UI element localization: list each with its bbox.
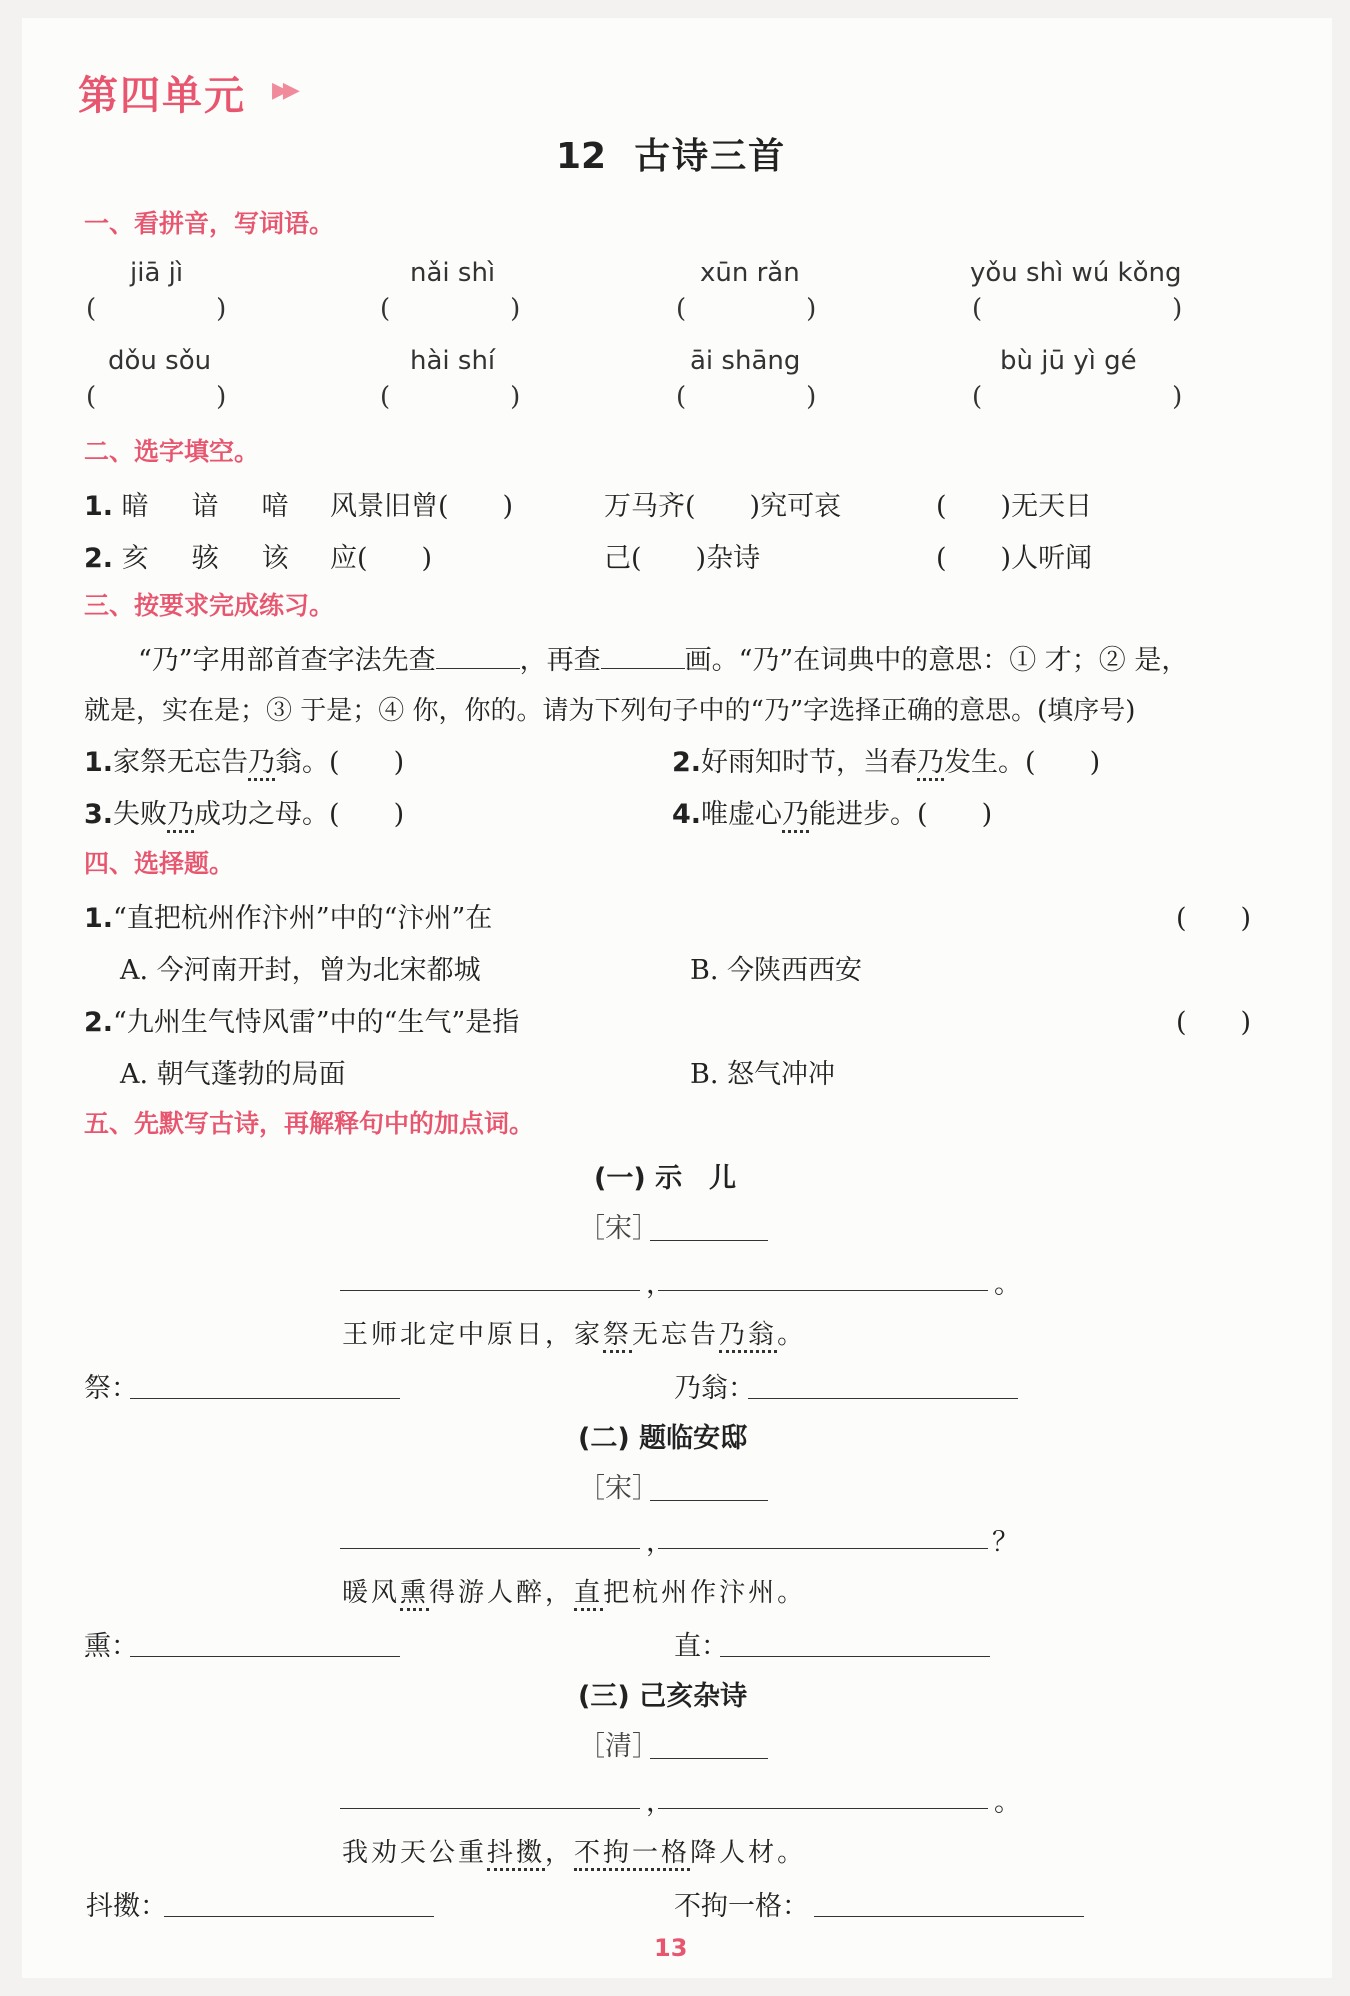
comma: ， [646,1269,673,1300]
word-label: 祭： [84,1373,138,1404]
explain-blank[interactable] [748,1398,1018,1399]
item-number: 3. [84,799,114,830]
option-b[interactable]: B. 怒气冲冲 [690,1059,836,1090]
word-label: 抖擞： [86,1891,167,1922]
item-number: 1. [84,903,114,934]
verse-text: ， [545,1838,575,1868]
pinyin-item: xūn rǎn [700,258,800,288]
verse-text: 无忘告 [632,1320,720,1350]
verse-line [342,1832,806,1869]
comma: ， [646,1527,673,1558]
q-text[interactable]: 翁。( ) [275,747,405,778]
dotted-word: 乃翁 [719,1320,777,1353]
period: 。 [994,1269,1021,1300]
pinyin-item: bù jū yì gé [1000,346,1137,376]
instruction-line-1 [138,638,1188,677]
dotted-char: 乃 [248,747,275,781]
answer-paren[interactable]: ( ) [972,294,1183,324]
verse-text: 。 [777,1320,807,1350]
verse-text: 暖风 [342,1578,401,1608]
choice-row-1 [84,484,297,523]
section-1-title: 一、看拼音，写词语。 [84,209,335,238]
question-1 [84,740,404,779]
fill-blank[interactable]: ( )无天日 [936,491,1093,522]
verse-blank[interactable] [658,1548,988,1549]
candidate-chars: 暗 谙 喑 [121,491,297,522]
pinyin-item: nǎi shì [410,258,496,288]
explain-blank[interactable] [130,1398,400,1399]
section-4-title: 四、选择题。 [84,849,235,878]
dotted-word: 抖擞 [487,1838,545,1871]
pinyin-item: jiā jì [130,258,184,288]
dotted-word: 不拘一格 [574,1838,690,1871]
answer-paren[interactable]: ( ) [86,294,227,324]
verse-blank[interactable] [658,1290,988,1291]
comma: ， [646,1787,673,1818]
lesson-name: 古诗三首 [634,135,787,177]
word-label: 直： [674,1631,728,1662]
answer-paren[interactable]: ( ) [86,382,227,412]
verse-text: 得游人醉， [429,1578,575,1608]
candidate-chars: 亥 骇 该 [121,543,297,574]
fill-blank[interactable]: 风景旧曾( ) [330,491,514,522]
item-number: 2. [84,1007,114,1038]
instruction-line-2: 就是，实在是；③ 于是；④ 你，你的。请为下列句子中的“乃”字选择正确的意思。(填序号) [84,696,1136,726]
section-5-title: 五、先默写古诗，再解释句中的加点词。 [84,1109,535,1138]
fill-blank[interactable]: ( )人听闻 [936,543,1093,574]
explain-blank[interactable] [164,1916,434,1917]
word-label: 不拘一格： [674,1891,809,1922]
dotted-char: 乃 [167,799,194,833]
q-text: 唯虚心 [701,799,783,830]
question-2 [672,740,1100,779]
item-number: 1. [84,747,114,778]
verse-text: 我劝天公重 [342,1838,488,1868]
pinyin-item: āi shāng [690,346,801,376]
author-blank[interactable] [650,1758,768,1759]
option-b[interactable]: B. 今陕西西安 [690,955,863,986]
word-label: 乃翁： [674,1373,755,1404]
poem-title: (二) 题临安邸 [578,1423,748,1454]
question-3 [84,792,404,831]
option-a[interactable]: A. 朝气蓬勃的局面 [120,1059,346,1090]
question-mark: ？ [992,1527,1019,1558]
double-arrow-icon: ▶▶ [272,78,294,103]
choice-row-2 [84,536,297,575]
verse-text: 把杭州作汴州。 [603,1578,807,1608]
author-blank[interactable] [650,1500,768,1501]
item-number: 2. [84,543,114,574]
mc-question-1 [84,896,492,935]
verse-text: 王师北定中原日，家 [342,1320,604,1350]
dotted-word: 祭 [603,1320,632,1353]
blank-line[interactable] [436,668,520,669]
instruction-text: “乃”字用部首查字法先查 [138,645,436,676]
q-text[interactable]: 成功之母。( ) [194,799,405,830]
answer-paren[interactable]: ( ) [676,382,817,412]
item-number: 1. [84,491,114,522]
lesson-title [556,128,786,179]
q-text: 好雨知时节，当春 [701,747,918,778]
q-text[interactable]: 能进步。( ) [809,799,993,830]
answer-paren[interactable]: ( ) [972,382,1183,412]
question-4 [672,792,992,831]
period: 。 [994,1787,1021,1818]
page-number: 13 [654,1934,688,1962]
item-number: 4. [672,799,702,830]
pinyin-item: yǒu shì wú kǒng [970,258,1182,288]
explain-blank[interactable] [130,1656,400,1657]
lesson-number: 12 [556,136,607,177]
option-a[interactable]: A. 今河南开封，曾为北宋都城 [120,955,481,986]
word-label: 熏： [84,1631,138,1662]
answer-paren[interactable]: ( ) [380,294,521,324]
q-text: “直把杭州作汴州”中的“汴州”在 [113,903,493,934]
instruction-text: 画。“乃”在词典中的意思：① 才；② 是， [684,645,1189,676]
q-text[interactable]: 发生。( ) [944,747,1101,778]
answer-paren[interactable]: ( ) [380,382,521,412]
dynasty-label: ［清］ [578,1731,659,1762]
answer-paren[interactable]: ( ) [1176,903,1252,934]
blank-line[interactable] [601,668,685,669]
explain-blank[interactable] [720,1656,990,1657]
poem-title: (三) 己亥杂诗 [578,1681,748,1712]
verse-line [342,1572,806,1609]
verse-blank[interactable] [340,1808,640,1809]
verse-blank[interactable] [658,1808,988,1809]
q-text: “九州生气恃风雷”中的“生气”是指 [113,1007,520,1038]
fill-blank[interactable]: 己( )杂诗 [604,543,761,574]
pinyin-item: dǒu sǒu [108,346,212,376]
poem-title: (一) 示 儿 [594,1163,737,1194]
item-number: 2. [672,747,702,778]
author-blank[interactable] [650,1240,768,1241]
verse-text: 降人材。 [690,1838,807,1868]
q-text: 家祭无忘告 [113,747,249,778]
dotted-char: 乃 [917,747,944,781]
section-3-title: 三、按要求完成练习。 [84,591,335,620]
answer-paren[interactable]: ( ) [1176,1007,1252,1038]
dynasty-label: ［宋］ [578,1213,659,1244]
verse-blank[interactable] [340,1290,640,1291]
dotted-char: 乃 [782,799,809,833]
instruction-text: ，再查 [519,645,601,676]
explain-blank[interactable] [814,1916,1084,1917]
section-2-title: 二、选字填空。 [84,437,260,466]
dynasty-label: ［宋］ [578,1473,659,1504]
q-text: 失败 [113,799,168,830]
answer-paren[interactable]: ( ) [676,294,817,324]
dotted-word: 直 [574,1578,603,1611]
verse-blank[interactable] [340,1548,640,1549]
unit-heading: 第四单元 [78,72,246,119]
verse-line [342,1314,806,1351]
pinyin-item: hài shí [410,346,496,376]
dotted-word: 熏 [400,1578,429,1611]
mc-question-2 [84,1000,519,1039]
fill-blank[interactable]: 应( ) [330,543,433,574]
fill-blank[interactable]: 万马齐( )究可哀 [604,491,842,522]
